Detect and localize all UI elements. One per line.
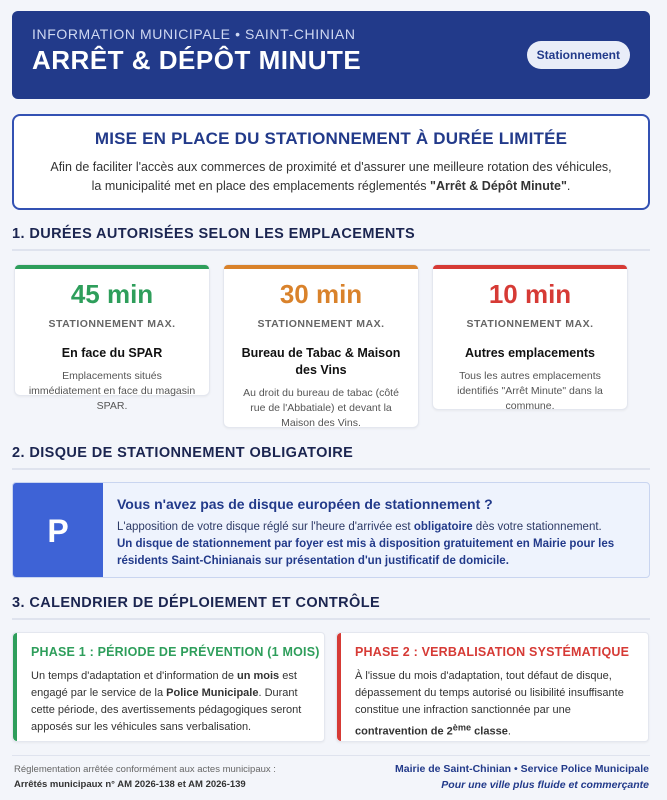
intro-line-2-end: . xyxy=(566,179,571,193)
phase-1-police: Police Municipale xyxy=(166,687,259,699)
duration-max-label: STATIONNEMENT MAX. xyxy=(466,318,594,330)
phase-1-stripe xyxy=(13,633,17,741)
section-2-divider xyxy=(12,468,650,470)
duration-description: Emplacements situés immédiatement en face du magasin SPAR. xyxy=(28,370,196,412)
disc-free-offer: Un disque de stationnement par foyer est mis à disposition gratuitement en Mairie pour les résidents Saint-Chinianais sur présentation d'un justificatif de domicile. xyxy=(117,538,615,567)
footer-legal-line-1: Réglementation arrêtée conformément aux actes municipaux : xyxy=(14,764,276,775)
disc-mandatory: obligatoire xyxy=(413,521,473,533)
duration-description: Tous les autres emplacements identifiés "Arrêt Minute" dans la commune. xyxy=(457,370,603,412)
header-banner xyxy=(12,11,650,99)
page-title: ARRÊT & DÉPÔT MINUTE xyxy=(32,45,362,75)
category-badge: Stationnement xyxy=(527,41,630,69)
phase-1-text-a: Un temps d'adaptation et d'information de xyxy=(31,670,237,682)
duration-max-label: STATIONNEMENT MAX. xyxy=(48,318,176,330)
disc-question: Vous n'avez pas de disque européen de stationnement ? xyxy=(117,496,493,512)
footer-divider xyxy=(12,755,650,756)
disc-text-a: L'apposition de votre disque réglé sur l'heure d'arrivée est xyxy=(117,521,414,533)
phase-1-text-c: . Durant cette période, des avertissements pédagogiques seront apposés sur les véhicules sans verbalisation. xyxy=(31,687,302,733)
footer-slogan: Pour une ville plus fluide et commerçante xyxy=(441,779,649,791)
footer-legal xyxy=(14,762,276,792)
intro-highlight: "Arrêt & Dépôt Minute" xyxy=(430,179,567,193)
section-1-divider xyxy=(12,249,650,251)
header-kicker: INFORMATION MUNICIPALE • SAINT-CHINIAN xyxy=(32,26,356,42)
intro-box xyxy=(12,114,650,210)
duration-value: 30 min xyxy=(279,279,363,309)
phase-2-text xyxy=(355,668,636,741)
phase-2-contravention: contravention de 2 xyxy=(355,725,453,738)
duration-value: 10 min xyxy=(488,279,572,309)
phase-2-text-a: À l'issue du mois d'adaptation, tout défaut de disque, dépassement du temps autorisé ou lisibilité insuffisante constitue une infraction sanctionnée par une xyxy=(355,670,624,716)
parking-p-icon: P xyxy=(13,483,103,578)
disc-text-a-end: dès votre stationnement. xyxy=(472,521,602,533)
intro-line-1: Afin de faciliter l'accès aux commerces de proximité et d'assurer une meilleure rotation des véhicules, xyxy=(50,160,612,174)
phase-2-stripe xyxy=(337,633,341,741)
phase-2-card xyxy=(336,632,649,742)
section-3-title: 3. CALENDRIER DE DÉPLOIEMENT ET CONTRÔLE xyxy=(12,595,381,611)
phase-1-duration: un mois xyxy=(237,670,280,682)
duration-max-label: STATIONNEMENT MAX. xyxy=(257,318,385,330)
intro-title: MISE EN PLACE DU STATIONNEMENT À DURÉE LIMITÉE xyxy=(94,129,568,148)
duration-location: Autres emplacements xyxy=(465,346,595,360)
intro-text xyxy=(14,158,648,196)
parking-disc-notice xyxy=(12,482,650,578)
section-2-title: 2. DISQUE DE STATIONNEMENT OBLIGATOIRE xyxy=(12,445,354,461)
phase-2-text-end: . xyxy=(507,725,511,738)
phase-1-text xyxy=(31,668,312,736)
phase-2-classe: classe xyxy=(471,725,508,738)
duration-card-bar xyxy=(433,265,627,269)
duration-card-bar xyxy=(224,265,418,269)
footer-organisation: Mairie de Saint-Chinian • Service Police Municipale xyxy=(395,763,649,775)
duration-location: Bureau de Tabac & Maison des Vins xyxy=(241,346,401,377)
duration-card-autres xyxy=(432,264,628,410)
section-1-title: 1. DURÉES AUTORISÉES SELON LES EMPLACEMENTS xyxy=(12,226,416,242)
duration-card-tabac xyxy=(223,264,419,428)
phase-1-card xyxy=(12,632,325,742)
intro-line-2: la municipalité met en place des emplacements réglementés xyxy=(91,179,431,193)
footer-legal-line-2: Arrêtés municipaux n° AM 2026-138 et AM 2026-139 xyxy=(14,779,246,790)
disc-text xyxy=(117,519,641,570)
footer-signature xyxy=(395,761,649,793)
duration-value: 45 min xyxy=(70,279,154,309)
section-3-divider xyxy=(12,618,650,620)
phase-1-title: PHASE 1 : PÉRIODE DE PRÉVENTION (1 MOIS) xyxy=(31,645,320,659)
duration-card-spar xyxy=(14,264,210,412)
phase-2-superscript: ème xyxy=(452,722,472,732)
duration-card-bar xyxy=(15,265,209,269)
duration-location: En face du SPAR xyxy=(61,346,163,360)
phase-2-title: PHASE 2 : VERBALISATION SYSTÉMATIQUE xyxy=(355,645,630,659)
phase-1-text-b: est engagé par le service de la xyxy=(31,670,297,699)
duration-description: Au droit du bureau de tabac (côté rue de l'Abbatiale) et devant la Maison des Vins. xyxy=(243,387,399,429)
